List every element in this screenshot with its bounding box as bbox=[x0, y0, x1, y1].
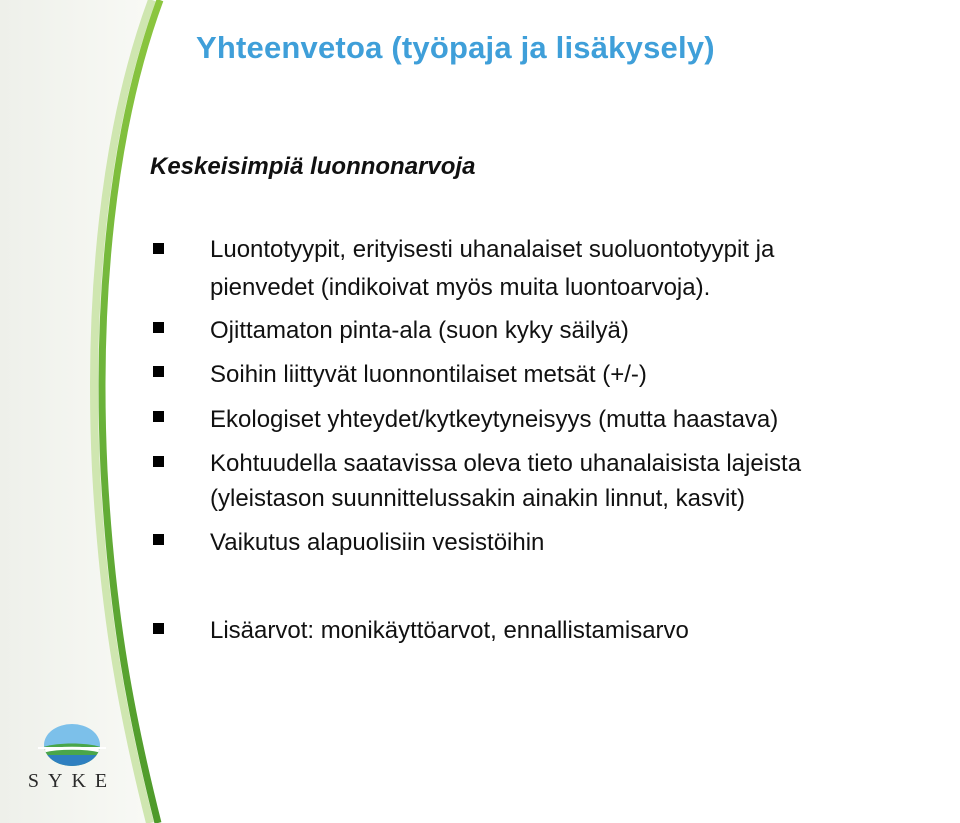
bullet-text-line: Vaikutus alapuolisiin vesistöihin bbox=[210, 529, 545, 556]
section-subtitle: Keskeisimpiä luonnonarvoja bbox=[150, 153, 476, 180]
bullet-text-line: Ekologiset yhteydet/kytkeytyneisyys (mutta haastava) bbox=[210, 406, 779, 433]
square-bullet-icon bbox=[153, 623, 164, 634]
bullet-text-line: Luontotyypit, erityisesti uhanalaiset suoluontotyypit ja bbox=[210, 236, 775, 263]
square-bullet-icon bbox=[153, 322, 164, 333]
page-title: Yhteenvetoa (työpaja ja lisäkysely) bbox=[196, 30, 715, 65]
square-bullet-icon bbox=[153, 534, 164, 545]
syke-logo bbox=[22, 722, 122, 802]
syke-logo-icon bbox=[36, 722, 108, 768]
square-bullet-icon bbox=[153, 243, 164, 254]
bullet-text-line: (yleistason suunnittelussakin ainakin linnut, kasvit) bbox=[210, 485, 745, 512]
bullet-text-line: Kohtuudella saatavissa oleva tieto uhanalaisista lajeista bbox=[210, 450, 802, 477]
square-bullet-icon bbox=[153, 456, 164, 467]
square-bullet-icon bbox=[153, 411, 164, 422]
bullet-text-line: Lisäarvot: monikäyttöarvot, ennallistamisarvo bbox=[210, 617, 689, 644]
bullet-text-line: pienvedet (indikoivat myös muita luontoarvoja). bbox=[210, 274, 711, 301]
logo-text: SYKE bbox=[27, 770, 117, 792]
bullet-text-line: Ojittamaton pinta-ala (suon kyky säilyä) bbox=[210, 317, 629, 344]
bullet-text-line: Soihin liittyvät luonnontilaiset metsät (+/-) bbox=[210, 361, 647, 388]
square-bullet-icon bbox=[153, 366, 164, 377]
